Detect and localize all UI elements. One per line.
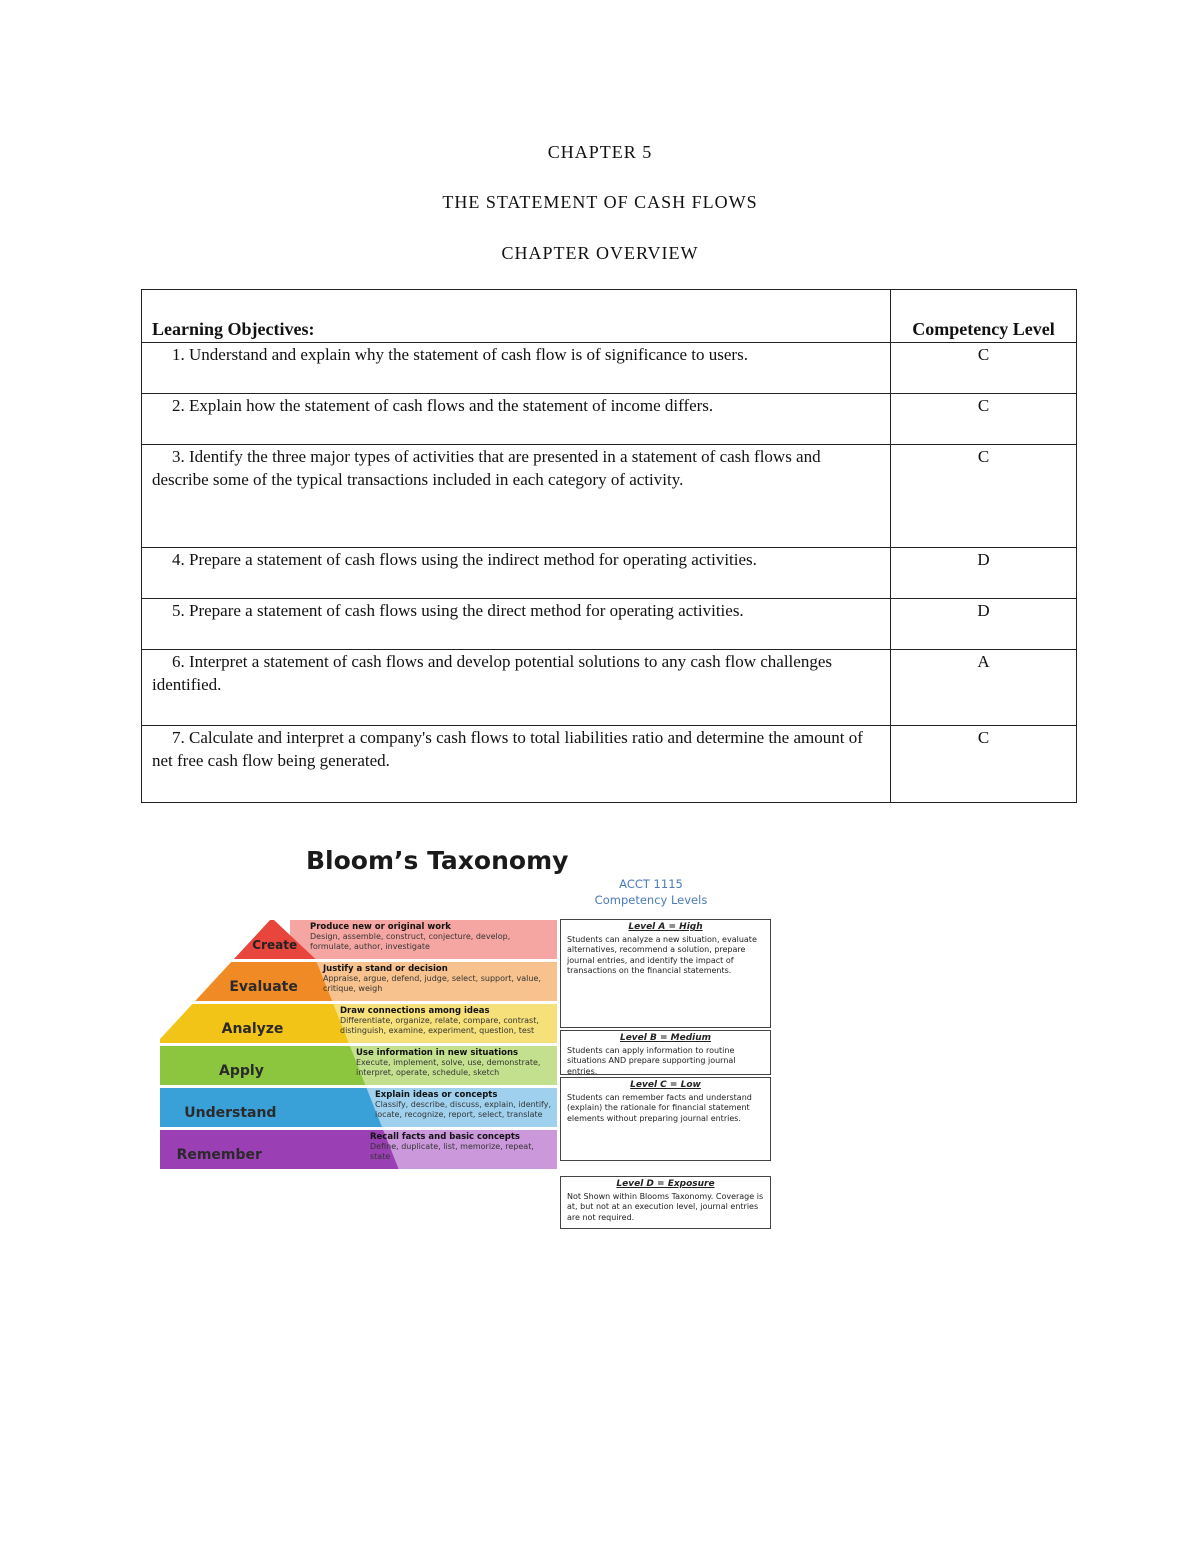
pyramid-label-create: Create [252, 938, 298, 952]
table-row [142, 394, 1077, 445]
level-c-box [560, 1077, 771, 1161]
objective-text: 7. Calculate and interpret a company's cash flows to total liabilities ratio and determine the amount of net free cash flow being generated. [152, 728, 863, 770]
objective-cell [142, 394, 891, 445]
objectives-column-header: Learning Objectives: [142, 290, 891, 343]
competency-levels-label: Competency Levels [594, 893, 708, 907]
table-row [142, 726, 1077, 803]
band-head: Draw connections among ideas [340, 1006, 490, 1016]
objective-cell [142, 445, 891, 548]
level-a-box [560, 919, 771, 1028]
band-verbs: Design, assemble, construct, conjecture, develop, formulate, author, investigate [310, 932, 511, 951]
band-verbs: Execute, implement, solve, use, demonstrate, interpret, operate, schedule, sketch [356, 1058, 541, 1077]
table-row [142, 343, 1077, 394]
objective-cell [142, 343, 891, 394]
table-row [142, 548, 1077, 599]
level-d-text: Not Shown within Blooms Taxonomy. Coverage is at, but not at an execution level, journal entries are not required. [567, 1191, 764, 1222]
band-description-evaluate [323, 964, 551, 994]
course-code: ACCT 1115 [619, 877, 683, 891]
chapter-subtitle: CHAPTER OVERVIEW [501, 243, 699, 263]
band-head: Produce new or original work [310, 922, 451, 932]
band-verbs: Classify, describe, discuss, explain, identify, locate, recognize, report, select, translate [375, 1100, 551, 1119]
level-a-text: Students can analyze a new situation, evaluate alternatives, recommend a solution, prepare journal entries, and identify the impact of transactions on the financial statements. [567, 934, 757, 975]
table-row [142, 599, 1077, 650]
objective-text: 4. Prepare a statement of cash flows using the indirect method for operating activities. [172, 550, 757, 569]
level-cell: C [891, 445, 1077, 548]
pyramid-label-analyze: Analyze [221, 1021, 284, 1037]
table-row [142, 445, 1077, 548]
band-head: Justify a stand or decision [323, 964, 448, 974]
band-description-remember [370, 1132, 551, 1162]
competency-levels-caption [560, 876, 742, 908]
objective-cell [142, 548, 891, 599]
objective-text: 3. Identify the three major types of activities that are presented in a statement of cash flows and describe some of the typical transactions included in each category of activity. [152, 447, 821, 489]
band-head: Use information in new situations [356, 1048, 519, 1058]
level-cell: D [891, 599, 1077, 650]
objective-text: 5. Prepare a statement of cash flows using the direct method for operating activities. [172, 601, 744, 620]
band-head: Recall facts and basic concepts [370, 1132, 520, 1142]
level-cell: D [891, 548, 1077, 599]
band-description-analyze [340, 1006, 551, 1036]
level-d-title: Level D = Exposure [616, 1179, 715, 1189]
objective-cell [142, 650, 891, 726]
objective-text: 1. Understand and explain why the statement of cash flow is of significance to users. [172, 345, 748, 364]
level-b-box [560, 1030, 771, 1075]
band-description-understand [375, 1090, 551, 1120]
table-row [142, 650, 1077, 726]
band-verbs: Differentiate, organize, relate, compare, contrast, distinguish, examine, experiment, question, test [340, 1016, 539, 1035]
table-header-row [142, 290, 1077, 343]
learning-objectives-table [141, 289, 1077, 803]
chapter-number: CHAPTER 5 [547, 142, 653, 162]
band-head: Explain ideas or concepts [375, 1090, 498, 1100]
level-cell: C [891, 343, 1077, 394]
objective-text: 6. Interpret a statement of cash flows and develop potential solutions to any cash flow challenges identified. [152, 652, 832, 694]
level-cell: C [891, 726, 1077, 803]
level-b-title: Level B = Medium [619, 1033, 712, 1043]
chapter-title: THE STATEMENT OF CASH FLOWS [442, 192, 758, 212]
band-description-create [310, 922, 551, 952]
pyramid-label-apply: Apply [219, 1063, 264, 1079]
pyramid-label-evaluate: Evaluate [229, 979, 298, 995]
band-verbs: Appraise, argue, defend, judge, select, support, value, critique, weigh [323, 974, 541, 993]
pyramid-label-remember: Remember [176, 1147, 262, 1163]
pyramid-label-understand: Understand [184, 1105, 277, 1121]
level-c-title: Level C = Low [630, 1080, 701, 1090]
level-a-title: Level A = High [628, 922, 703, 932]
band-verbs: Define, duplicate, list, memorize, repeat, state [370, 1142, 534, 1161]
level-b-text: Students can apply information to routine situations AND prepare supporting journal entries. [567, 1045, 736, 1076]
level-cell: A [891, 650, 1077, 726]
competency-column-header: Competency Level [891, 290, 1077, 343]
level-d-box [560, 1176, 771, 1229]
band-description-apply [356, 1048, 551, 1078]
level-c-text: Students can remember facts and understand (explain) the rationale for financial statement elements without preparing journal entries. [567, 1092, 752, 1123]
level-cell: C [891, 394, 1077, 445]
objective-cell [142, 599, 891, 650]
objective-text: 2. Explain how the statement of cash flows and the statement of income differs. [172, 396, 714, 415]
objective-cell [142, 726, 891, 803]
bloom-taxonomy-title: Bloom’s Taxonomy [306, 846, 569, 875]
